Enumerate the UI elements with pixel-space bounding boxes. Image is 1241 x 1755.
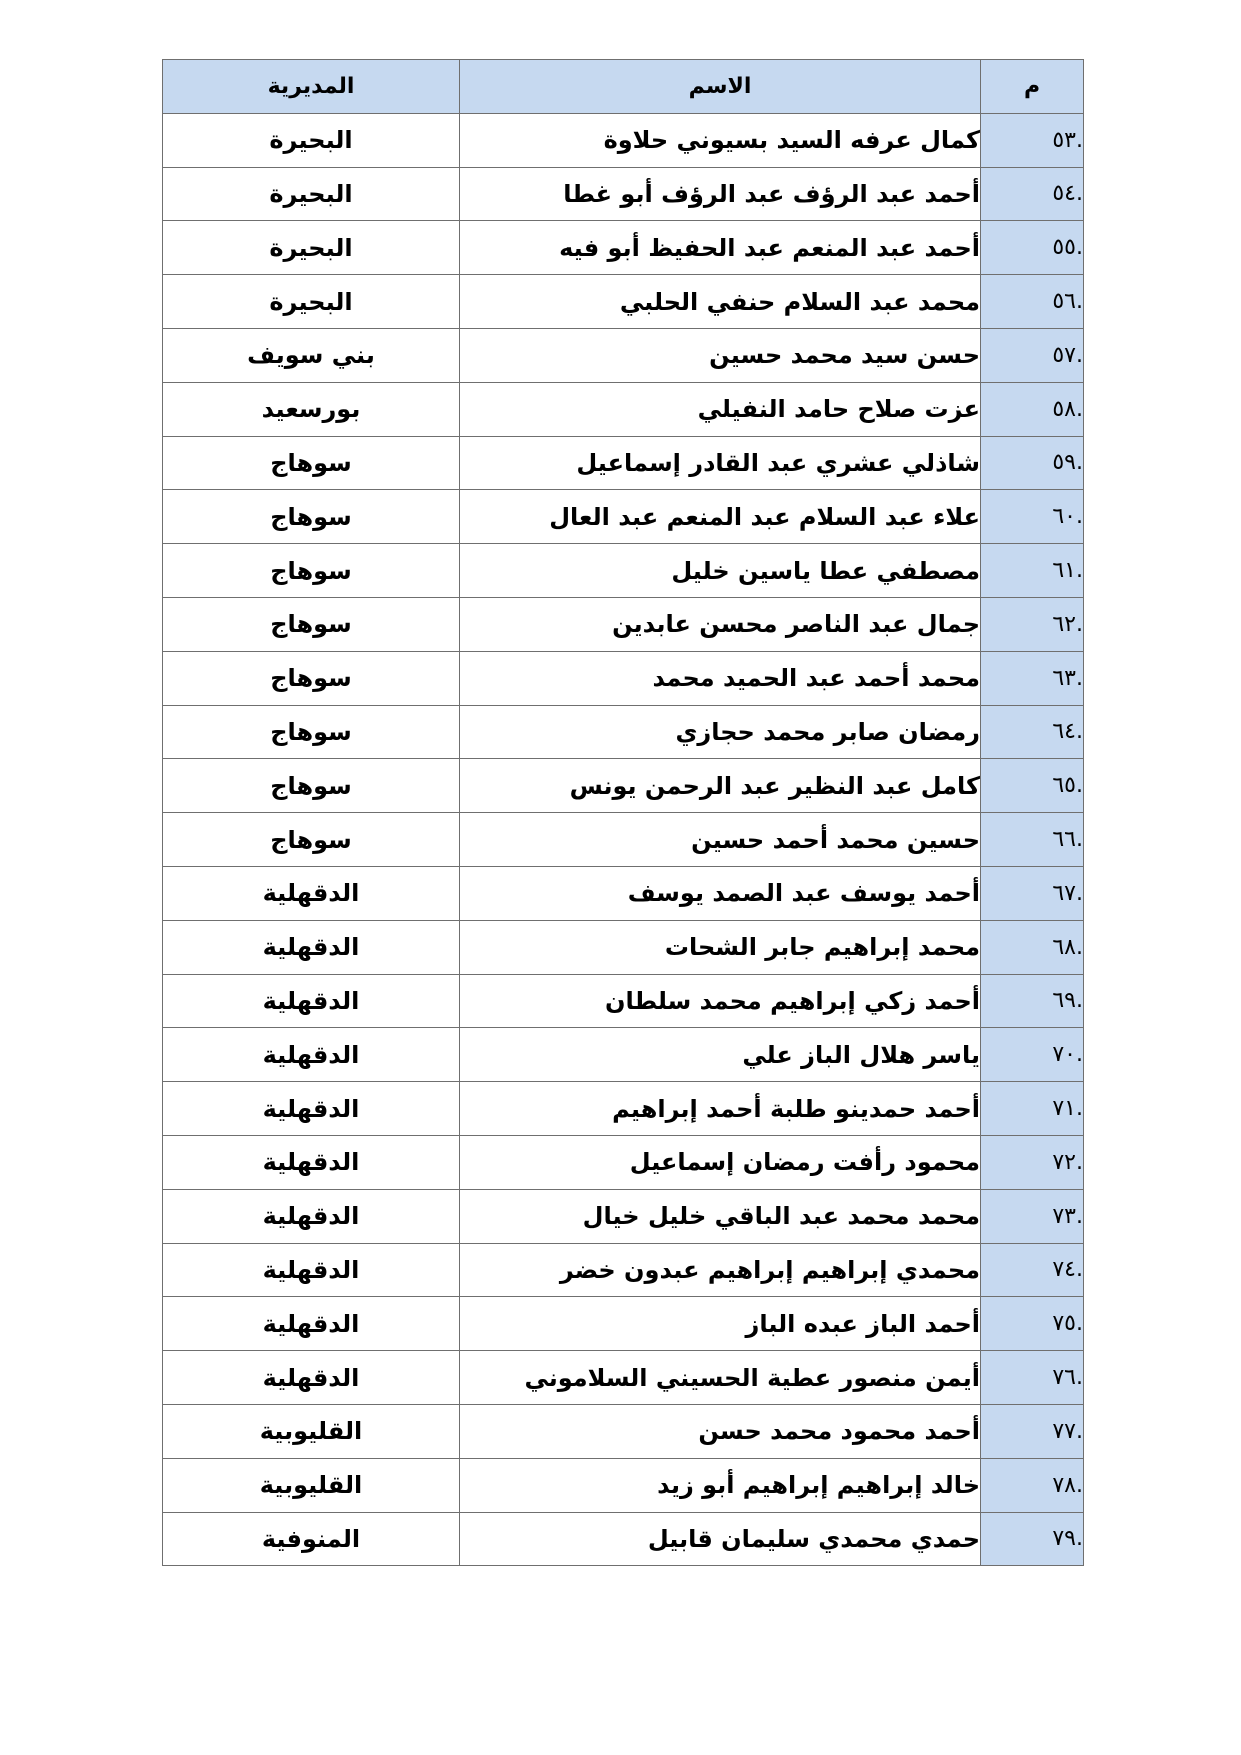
table-row <box>163 813 1084 867</box>
row-number: .٧٤ <box>981 1243 1084 1297</box>
row-name: أيمن منصور عطية الحسيني السلاموني <box>460 1351 981 1405</box>
row-name: رمضان صابر محمد حجازي <box>460 705 981 759</box>
row-name: أحمد حمدينو طلبة أحمد إبراهيم <box>460 1082 981 1136</box>
row-directorate: الدقهلية <box>163 1028 460 1082</box>
table-row <box>163 759 1084 813</box>
row-directorate: الدقهلية <box>163 1135 460 1189</box>
table-row <box>163 113 1084 167</box>
table-row <box>163 490 1084 544</box>
row-name: أحمد عبد المنعم عبد الحفيظ أبو فيه <box>460 221 981 275</box>
row-directorate: سوهاج <box>163 490 460 544</box>
row-directorate: سوهاج <box>163 436 460 490</box>
row-number: .٦٦ <box>981 813 1084 867</box>
row-name: أحمد زكي إبراهيم محمد سلطان <box>460 974 981 1028</box>
row-name: محمد أحمد عبد الحميد محمد <box>460 651 981 705</box>
row-directorate: الدقهلية <box>163 1351 460 1405</box>
row-directorate: بورسعيد <box>163 382 460 436</box>
row-directorate: الدقهلية <box>163 1082 460 1136</box>
row-name: كمال عرفه السيد بسيوني حلاوة <box>460 113 981 167</box>
row-name: محمد إبراهيم جابر الشحات <box>460 920 981 974</box>
row-name: جمال عبد الناصر محسن عابدين <box>460 597 981 651</box>
table-row <box>163 1404 1084 1458</box>
table-row <box>163 328 1084 382</box>
table-body <box>163 113 1084 1566</box>
row-number: .٧١ <box>981 1082 1084 1136</box>
row-name: ياسر هلال الباز علي <box>460 1028 981 1082</box>
table-row <box>163 1189 1084 1243</box>
row-number: .٦١ <box>981 544 1084 598</box>
table-row <box>163 436 1084 490</box>
names-table <box>162 59 1084 1566</box>
row-number: .٦٤ <box>981 705 1084 759</box>
row-directorate: البحيرة <box>163 221 460 275</box>
row-name: خالد إبراهيم إبراهيم أبو زيد <box>460 1458 981 1512</box>
table-row <box>163 1243 1084 1297</box>
row-number: .٥٧ <box>981 328 1084 382</box>
table-row <box>163 544 1084 598</box>
row-name: محمود رأفت رمضان إسماعيل <box>460 1135 981 1189</box>
row-directorate: القليوبية <box>163 1458 460 1512</box>
row-number: .٧٠ <box>981 1028 1084 1082</box>
row-name: علاء عبد السلام عبد المنعم عبد العال <box>460 490 981 544</box>
row-number: .٥٩ <box>981 436 1084 490</box>
row-name: محمد عبد السلام حنفي الحلبي <box>460 275 981 329</box>
table-row <box>163 1135 1084 1189</box>
row-name: شاذلي عشري عبد القادر إسماعيل <box>460 436 981 490</box>
row-name: أحمد يوسف عبد الصمد يوسف <box>460 866 981 920</box>
row-number: .٧٣ <box>981 1189 1084 1243</box>
row-directorate: البحيرة <box>163 275 460 329</box>
row-name: حسن سيد محمد حسين <box>460 328 981 382</box>
row-number: .٦٨ <box>981 920 1084 974</box>
table-row <box>163 1458 1084 1512</box>
table-row <box>163 1028 1084 1082</box>
row-number: .٥٦ <box>981 275 1084 329</box>
row-directorate: البحيرة <box>163 113 460 167</box>
row-name: حسين محمد أحمد حسين <box>460 813 981 867</box>
table-row <box>163 920 1084 974</box>
row-directorate: الدقهلية <box>163 920 460 974</box>
row-name: كامل عبد النظير عبد الرحمن يونس <box>460 759 981 813</box>
row-number: .٦٢ <box>981 597 1084 651</box>
row-directorate: سوهاج <box>163 651 460 705</box>
row-name: محمد محمد عبد الباقي خليل خيال <box>460 1189 981 1243</box>
table-row <box>163 167 1084 221</box>
row-number: .٦٠ <box>981 490 1084 544</box>
table-row <box>163 705 1084 759</box>
row-number: .٦٧ <box>981 866 1084 920</box>
row-number: .٧٧ <box>981 1404 1084 1458</box>
row-directorate: سوهاج <box>163 544 460 598</box>
table-row <box>163 1297 1084 1351</box>
table-header <box>163 60 1084 114</box>
row-directorate: الدقهلية <box>163 974 460 1028</box>
row-number: .٧٥ <box>981 1297 1084 1351</box>
row-directorate: الدقهلية <box>163 866 460 920</box>
header-directorate: المديرية <box>163 60 460 114</box>
row-number: .٦٩ <box>981 974 1084 1028</box>
table-row <box>163 974 1084 1028</box>
row-directorate: سوهاج <box>163 705 460 759</box>
table-row <box>163 866 1084 920</box>
row-directorate: البحيرة <box>163 167 460 221</box>
row-number: .٥٣ <box>981 113 1084 167</box>
row-directorate: سوهاج <box>163 759 460 813</box>
row-name: أحمد محمود محمد حسن <box>460 1404 981 1458</box>
row-directorate: الدقهلية <box>163 1243 460 1297</box>
header-number: م <box>981 60 1084 114</box>
row-number: .٦٥ <box>981 759 1084 813</box>
row-number: .٥٨ <box>981 382 1084 436</box>
table-row <box>163 1082 1084 1136</box>
row-number: .٧٩ <box>981 1512 1084 1566</box>
header-row <box>163 60 1084 114</box>
table-row <box>163 1351 1084 1405</box>
row-directorate: بني سويف <box>163 328 460 382</box>
row-directorate: القليوبية <box>163 1404 460 1458</box>
row-name: أحمد عبد الرؤف عبد الرؤف أبو غطا <box>460 167 981 221</box>
row-name: عزت صلاح حامد النفيلي <box>460 382 981 436</box>
row-directorate: المنوفية <box>163 1512 460 1566</box>
table-row <box>163 597 1084 651</box>
row-number: .٧٢ <box>981 1135 1084 1189</box>
table-row <box>163 1512 1084 1566</box>
table-row <box>163 382 1084 436</box>
table-row <box>163 221 1084 275</box>
row-name: أحمد الباز عبده الباز <box>460 1297 981 1351</box>
table-row <box>163 275 1084 329</box>
table-row <box>163 651 1084 705</box>
row-directorate: سوهاج <box>163 813 460 867</box>
row-number: .٥٤ <box>981 167 1084 221</box>
row-name: حمدي محمدي سليمان قابيل <box>460 1512 981 1566</box>
row-name: محمدي إبراهيم إبراهيم عبدون خضر <box>460 1243 981 1297</box>
header-name: الاسم <box>460 60 981 114</box>
row-number: .٧٨ <box>981 1458 1084 1512</box>
row-number: .٦٣ <box>981 651 1084 705</box>
row-directorate: الدقهلية <box>163 1189 460 1243</box>
row-directorate: الدقهلية <box>163 1297 460 1351</box>
row-number: .٥٥ <box>981 221 1084 275</box>
row-number: .٧٦ <box>981 1351 1084 1405</box>
row-name: مصطفي عطا ياسين خليل <box>460 544 981 598</box>
row-directorate: سوهاج <box>163 597 460 651</box>
